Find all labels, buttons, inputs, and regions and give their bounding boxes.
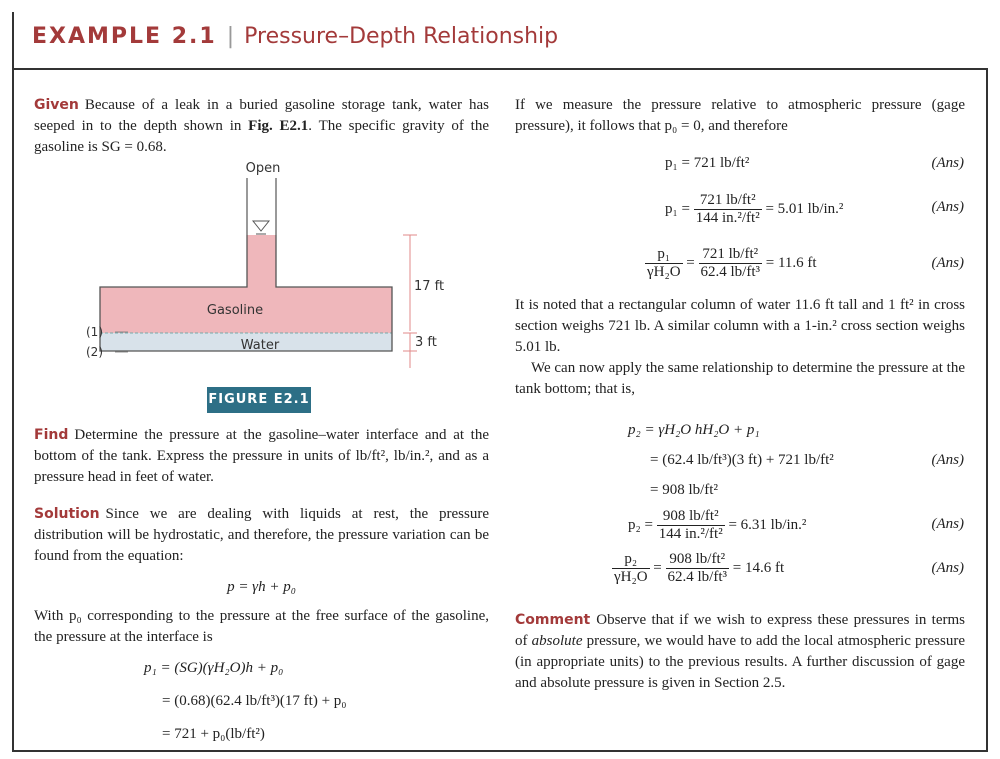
r2-fraction [694,192,762,227]
gasoline-label: Gasoline [206,303,264,318]
r2-den: 144 in.²/ft² [695,210,760,226]
interface-eq-a: p₁ = (SG)(γH₂O)h + p₀ [144,660,284,676]
given-paragraph [34,95,489,158]
open-label: Open [245,161,281,176]
right-border [986,68,988,752]
r3-lhs-den: γH₂O [647,264,681,280]
bottom-eq-3: = 908 lb/ft² [650,482,718,498]
b5-num: 908 lb/ft² [666,551,730,569]
comment-keyword: Comment [515,612,591,628]
b5-lhs-num: p₂ [612,551,650,569]
water-label: Water [240,338,280,353]
left-column-lower [34,425,489,745]
solution-keyword: Solution [34,506,100,522]
r3-rhs: = 11.6 ft [765,254,817,271]
ans-1: (Ans) [931,155,964,171]
r3-lhs-num: p₁ [645,246,683,264]
b4-fraction [657,508,725,543]
find-paragraph [34,425,489,488]
ans-5: (Ans) [931,516,964,532]
r3-lhs-fraction [645,246,683,281]
result-p1-psi [665,192,843,227]
r2-rhs: = 5.01 lb/in.² [765,200,844,217]
r2-num: 721 lb/ft² [694,192,762,210]
standpipe-gasoline [247,235,276,287]
b5-lhs-fraction [612,551,650,586]
ans-3: (Ans) [931,255,964,271]
result-p1: p₁ = 721 lb/ft² [665,155,750,171]
depth-3ft-label: 3 ft [415,335,437,350]
b5-rhs: = 14.6 ft [732,559,785,576]
header-separator: | [226,24,235,49]
interface-eq-b: = (0.68)(62.4 lb/ft³)(17 ft) + p₀ [162,693,347,709]
ans-6: (Ans) [931,560,964,576]
comment-italic: absolute [531,633,583,649]
b4-rhs: = 6.31 lb/in.² [728,516,807,533]
depth-17ft-label: 17 ft [414,279,445,294]
comment-paragraph [515,610,965,694]
b5-den: 62.4 lb/ft³ [667,569,727,585]
comment-block [515,610,965,694]
example-number: EXAMPLE 2.1 [32,24,217,49]
solution-text: Since we are dealing with liquids at rest, the pressure distribution will be hydrostatic, and therefore, the pressure variation can be found from the equation: [34,506,489,564]
bottom-eq-1: p₂ = γH₂O hH₂O + p₁ [628,422,760,438]
find-keyword: Find [34,427,69,443]
given-text-b: . The specific gravity of the gasoline is SG = 0.68. [34,118,489,155]
r2-lhs: p₁ = [665,200,690,217]
comment-text-b: pressure, we would have to add the local atmospheric pressure (in appropriate units) to the previous results. A further discussion of gage and absolute pressure is given in Section 2.5. [515,633,965,691]
solution-paragraph [34,504,489,567]
point-2-label: (2) [86,345,103,359]
bottom-eq-2: = (62.4 lb/ft³)(3 ft) + 721 lb/ft² [650,452,834,468]
example-title: Pressure–Depth Relationship [244,24,559,49]
b4-num: 908 lb/ft² [657,508,725,526]
left-column [34,95,489,158]
tank-diagram [80,158,445,418]
right-column-mid [515,295,965,400]
find-text: Determine the pressure at the gasoline–water interface and at the bottom of the tank. Express the pressure in units of lb/ft², lb/in.², and as a pressure head in feet of water. [34,427,489,485]
ans-4: (Ans) [931,452,964,468]
ans-2: (Ans) [931,199,964,215]
b5-lhs-den: γH₂O [614,569,648,585]
bottom-intro: We can now apply the same relationship to determine the pressure at the tank bottom; that is, [515,360,965,397]
point-1-label: (1) [86,325,103,339]
bottom-eq-head: $\frac{\text{p₂}}{\text{γH₂O}}$ = $\frac{\text{908 lb/ft²}}{\text{62.4 lb/ft³}}$ = 14.6 ft [614,551,785,585]
header-divider [12,68,988,70]
column-note: It is noted that a rectangular column of water 11.6 ft tall and 1 ft² in cross section weighs 721 lb. A similar column with a 1-in.² cross section weighs 5.01 lb. [515,297,965,355]
free-surface-marker [253,221,269,231]
left-border [12,12,14,752]
b5-fraction [666,551,730,586]
comment-text-a: Observe that if we wish to express these pressures in terms of [515,612,965,649]
b4-lhs: p₂ = [628,516,653,533]
b4-den: 144 in.²/ft² [658,526,723,542]
r3-den: 62.4 lb/ft³ [700,264,760,280]
r3-num: 721 lb/ft² [699,246,763,264]
given-keyword: Given [34,97,79,113]
given-text-a: Because of a leak in a buried gasoline storage tank, water has seeped in to the depth shown in [34,97,489,134]
bottom-eq-psi [628,508,806,543]
example-header [32,24,558,49]
interface-eq-c: = 721 + p₀(lb/ft²) [162,726,265,742]
figure-reference: Fig. E2.1 [248,118,309,134]
hydrostatic-equation: p = γh + p₀ [227,579,296,595]
gage-intro: If we measure the pressure relative to atmospheric pressure (gage pressure), it follows that p₀ = 0, and therefore [515,97,965,134]
right-column [515,95,965,137]
r3-fraction [699,246,763,281]
result-p1-head: $\frac{\text{p₁}}{\text{γH₂O}}$ = $\frac{\text{721 lb/ft²}}{\text{62.4 lb/ft³}}$ = 11.6 ft [647,246,817,280]
figure-caption: FIGURE E2.1 [207,387,311,413]
bottom-border [12,750,988,752]
solution-text-2: With p₀ corresponding to the pressure at the free surface of the gasoline, the pressure at the interface is [34,608,489,645]
